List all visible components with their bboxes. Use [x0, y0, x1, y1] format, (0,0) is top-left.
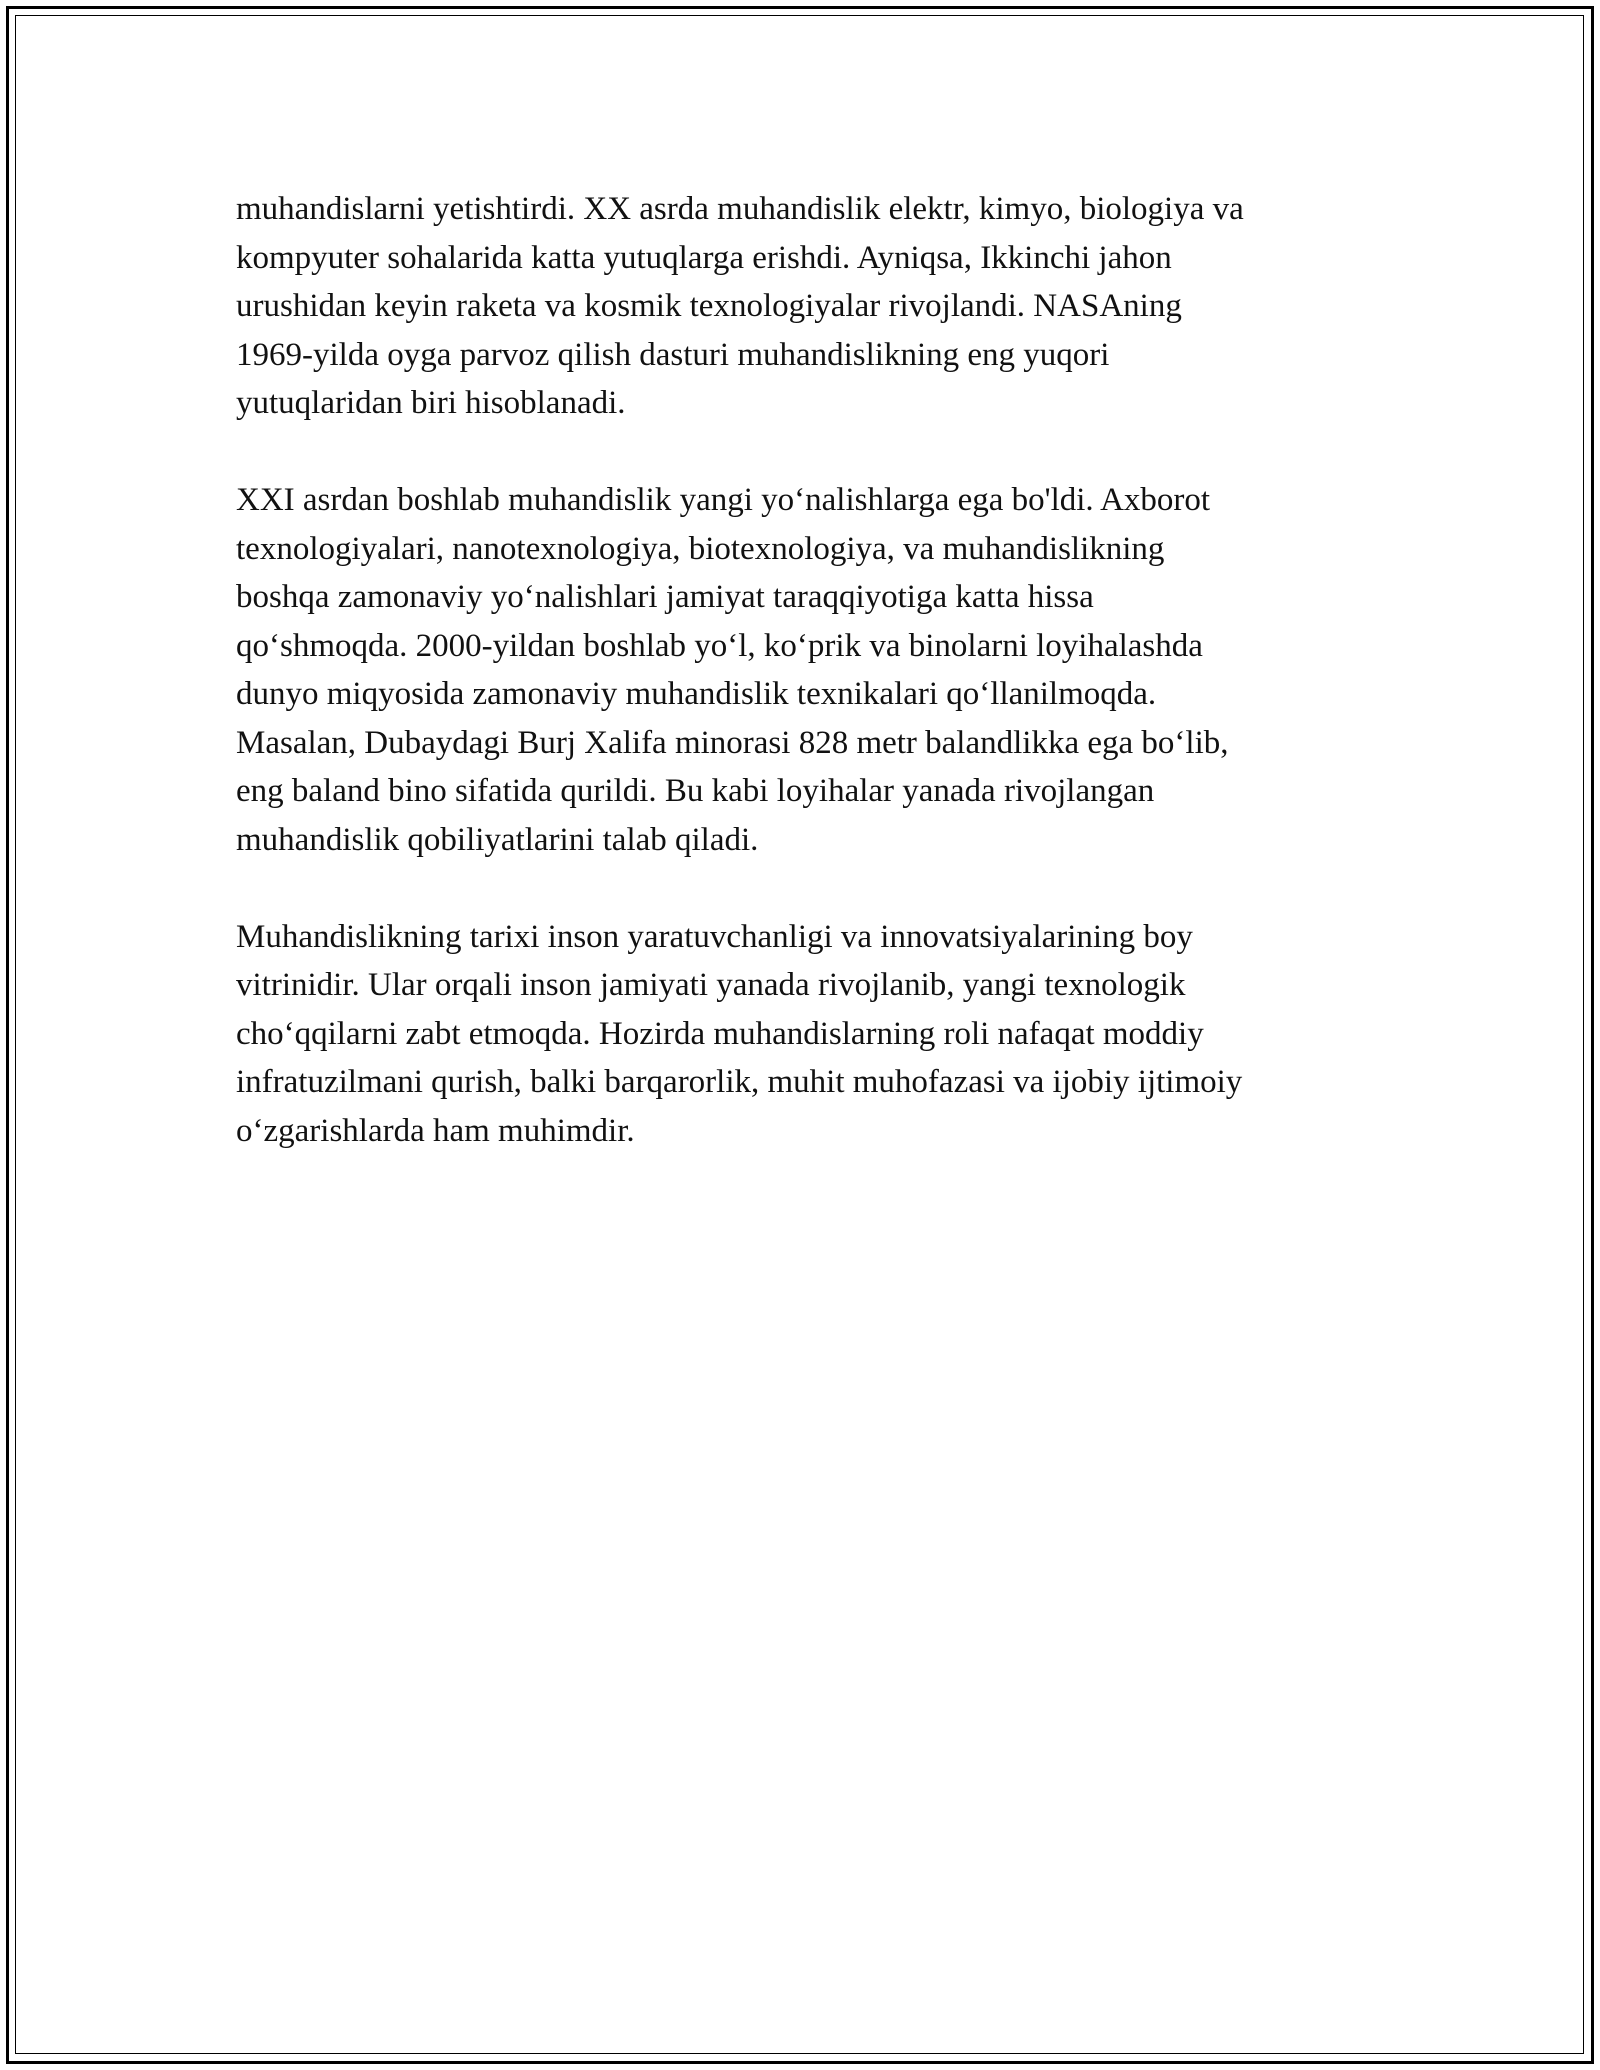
- paragraph-engineering-21st-century: XXI asrdan boshlab muhandislik yangi yo‘nalishlarga ega bo'ldi. Axborot texnologiyalari, nanotexnologiya, biotexnologiya, va muhandislikning boshqa zamonaviy yo‘nalishlari jamiyat taraqqiyotiga katta hissa qo‘shmoqda. 2000-yildan boshlab yo‘l, ko‘prik va binolarni loyihalashda dunyo miqyosida zamonaviy muhandislik texnikalari qo‘llanilmoqda. Masalan, Dubaydagi Burj Xalifa minorasi 828 metr balandlikka ega bo‘lib, eng baland bino sifatida qurildi. Bu kabi loyihalar yanada rivojlangan muhandislik qobiliyatlarini talab qiladi.: [236, 482, 1229, 858]
- paragraph-engineering-20th-century: muhandislarni yetishtirdi. XX asrda muhandislik elektr, kimyo, biologiya va kompyuter sohalarida katta yutuqlarga erishdi. Ayniqsa, Ikkinchi jahon urushidan keyin raketa va kosmik texnologiyalar rivojlandi. NASAning 1969-yilda oyga parvoz qilish dasturi muhandislikning eng yuqori yutuqlaridan biri hisoblanadi.: [236, 191, 1244, 421]
- paragraph-engineering-history-conclusion: Muhandislikning tarixi inson yaratuvchanligi va innovatsiyalarining boy vitrinidir. Ular orqali inson jamiyati yanada rivojlanib, yangi texnologik cho‘qqilarni zabt etmoqda. Hozirda muhandislarning roli nafaqat moddiy infratuzilmani qurish, balki barqarorlik, muhit muhofazasi va ijobiy ijtimoiy o‘zgarishlarda ham muhimdir.: [236, 918, 1243, 1149]
- document-body: [236, 185, 1376, 1204]
